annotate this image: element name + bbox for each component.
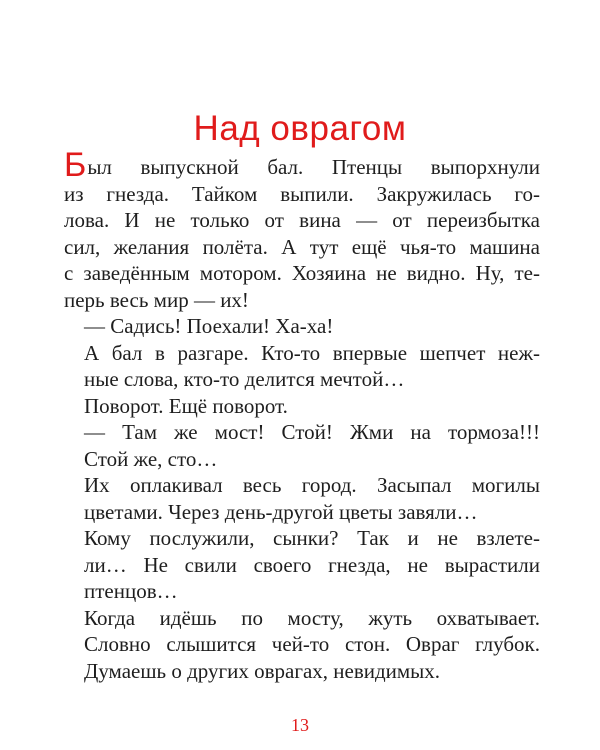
story-line: из гнезда. Тайком выпили. Закружилась го- <box>64 181 540 206</box>
story-paragraph <box>64 419 540 472</box>
story-line: перь весь мир — их! <box>64 287 249 312</box>
story-line: птенцов… <box>84 579 178 603</box>
story-line: лова. И не только от вина — от переизбытка <box>64 208 540 232</box>
story-line: Словно слышится чей-то стон. Овраг глубок. <box>84 632 540 656</box>
story-line: Поворот. Ещё поворот. <box>84 393 288 418</box>
story-paragraph <box>64 525 540 605</box>
story-line: Их оплакивал весь город. Засыпал могилы <box>84 473 540 497</box>
story-line: — Там же мост! Стой! Жми на тормоза!!! <box>84 420 540 444</box>
story-line: Стой же, сто… <box>84 446 218 471</box>
story-paragraph <box>64 472 540 525</box>
story-line: — Садись! Поехали! Ха-ха! <box>84 314 334 338</box>
story-title: Над оврагом <box>193 109 407 149</box>
story-text <box>64 146 540 684</box>
story-paragraph <box>64 393 540 420</box>
story-line <box>64 146 540 184</box>
page-number: 13 <box>291 715 309 735</box>
story-paragraph <box>64 605 540 685</box>
story-line: Когда идёшь по мосту, жуть охватывает. <box>84 605 540 630</box>
story-line: ные слова, кто-то делится мечтой… <box>84 367 405 391</box>
story-line: с заведённым мотором. Хозяина не видно. Ну, те- <box>64 261 540 285</box>
story-line: Думаешь о других оврагах, невидимых. <box>84 658 441 683</box>
story-paragraph <box>64 340 540 393</box>
story-line: Кому послужили, сынки? Так и не взлете- <box>84 526 540 550</box>
story-paragraph <box>64 313 540 340</box>
story-line: цветами. Через день-другой цветы завяли… <box>84 499 478 524</box>
story-line-text: ыл выпускной бал. Птенцы выпорхнули <box>87 155 540 179</box>
story-line: ли… Не свили своего гнезда, не вырастили <box>84 552 540 577</box>
story-line: А бал в разгаре. Кто-то впервые шепчет неж- <box>84 340 540 365</box>
story-line: сил, желания полёта. А тут ещё чья-то машина <box>64 234 540 259</box>
story-paragraph <box>64 146 540 313</box>
drop-cap-letter: Б <box>64 146 87 184</box>
